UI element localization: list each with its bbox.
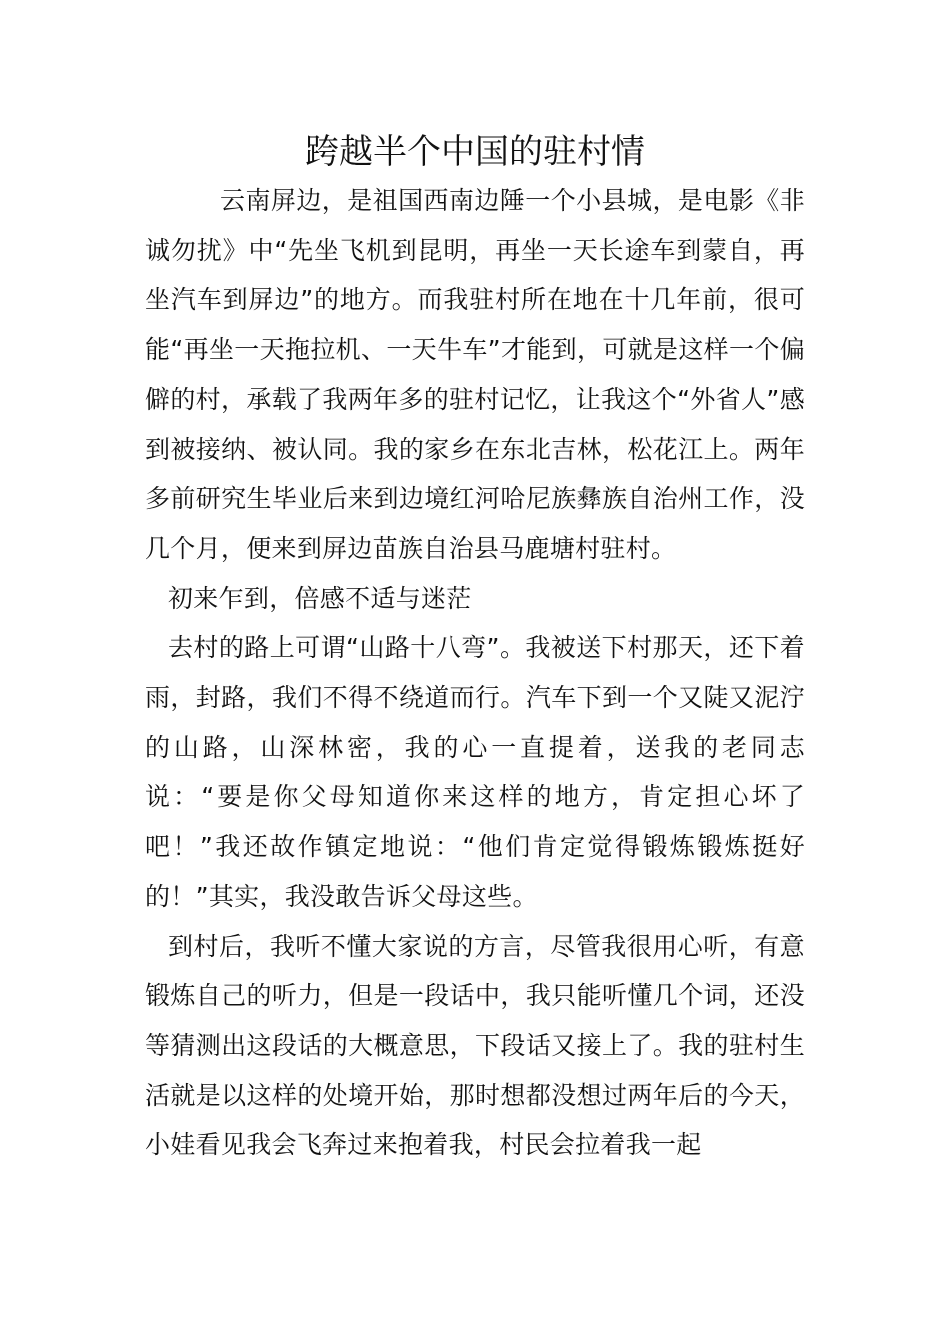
paragraph-road: 去村的路上可谓“山路十八弯”。我被送下村那天，还下着雨，封路，我们不得不绕道而行。汽车下到一个又陡又泥泞的山路，山深林密，我的心一直提着，送我的老同志说：“要是你父母知道你来这样的地方，肯定担心坏了吧！”我还故作镇定地说：“他们肯定觉得锻炼锻炼挺好的！”其实，我没敢告诉父母这些。 — [145, 633, 805, 911]
document-body — [145, 176, 805, 1170]
paragraph-intro: 云南屏边，是祖国西南边陲一个小县城，是电影《非诚勿扰》中“先坐飞机到昆明，再坐一天长途车到蒙自，再坐汽车到屏边”的地方。而我驻村所在地在十几年前，很可能“再坐一天拖拉机、一天牛车”才能到，可就是这样一个偏僻的村，承载了我两年多的驻村记忆，让我这个“外省人”感到被接纳、被认同。我的家乡在东北吉林，松花江上。两年多前研究生毕业后来到边境红河哈尼族彝族自治州工作，没几个月，便来到屏边苗族自治县马鹿塘村驻村。 — [145, 186, 805, 563]
paragraph-arrival: 到村后，我听不懂大家说的方言，尽管我很用心听，有意锻炼自己的听力，但是一段话中，我只能听懂几个词，还没等猜测出这段话的大概意思，下段话又接上了。我的驻村生活就是以这样的处境开始，那时想都没想过两年后的今天，小娃看见我会飞奔过来抱着我，村民会拉着我一起 — [145, 931, 805, 1160]
document-title: 跨越半个中国的驻村情 — [305, 132, 645, 172]
section-heading: 初来乍到，倍感不适与迷茫 — [168, 583, 472, 613]
